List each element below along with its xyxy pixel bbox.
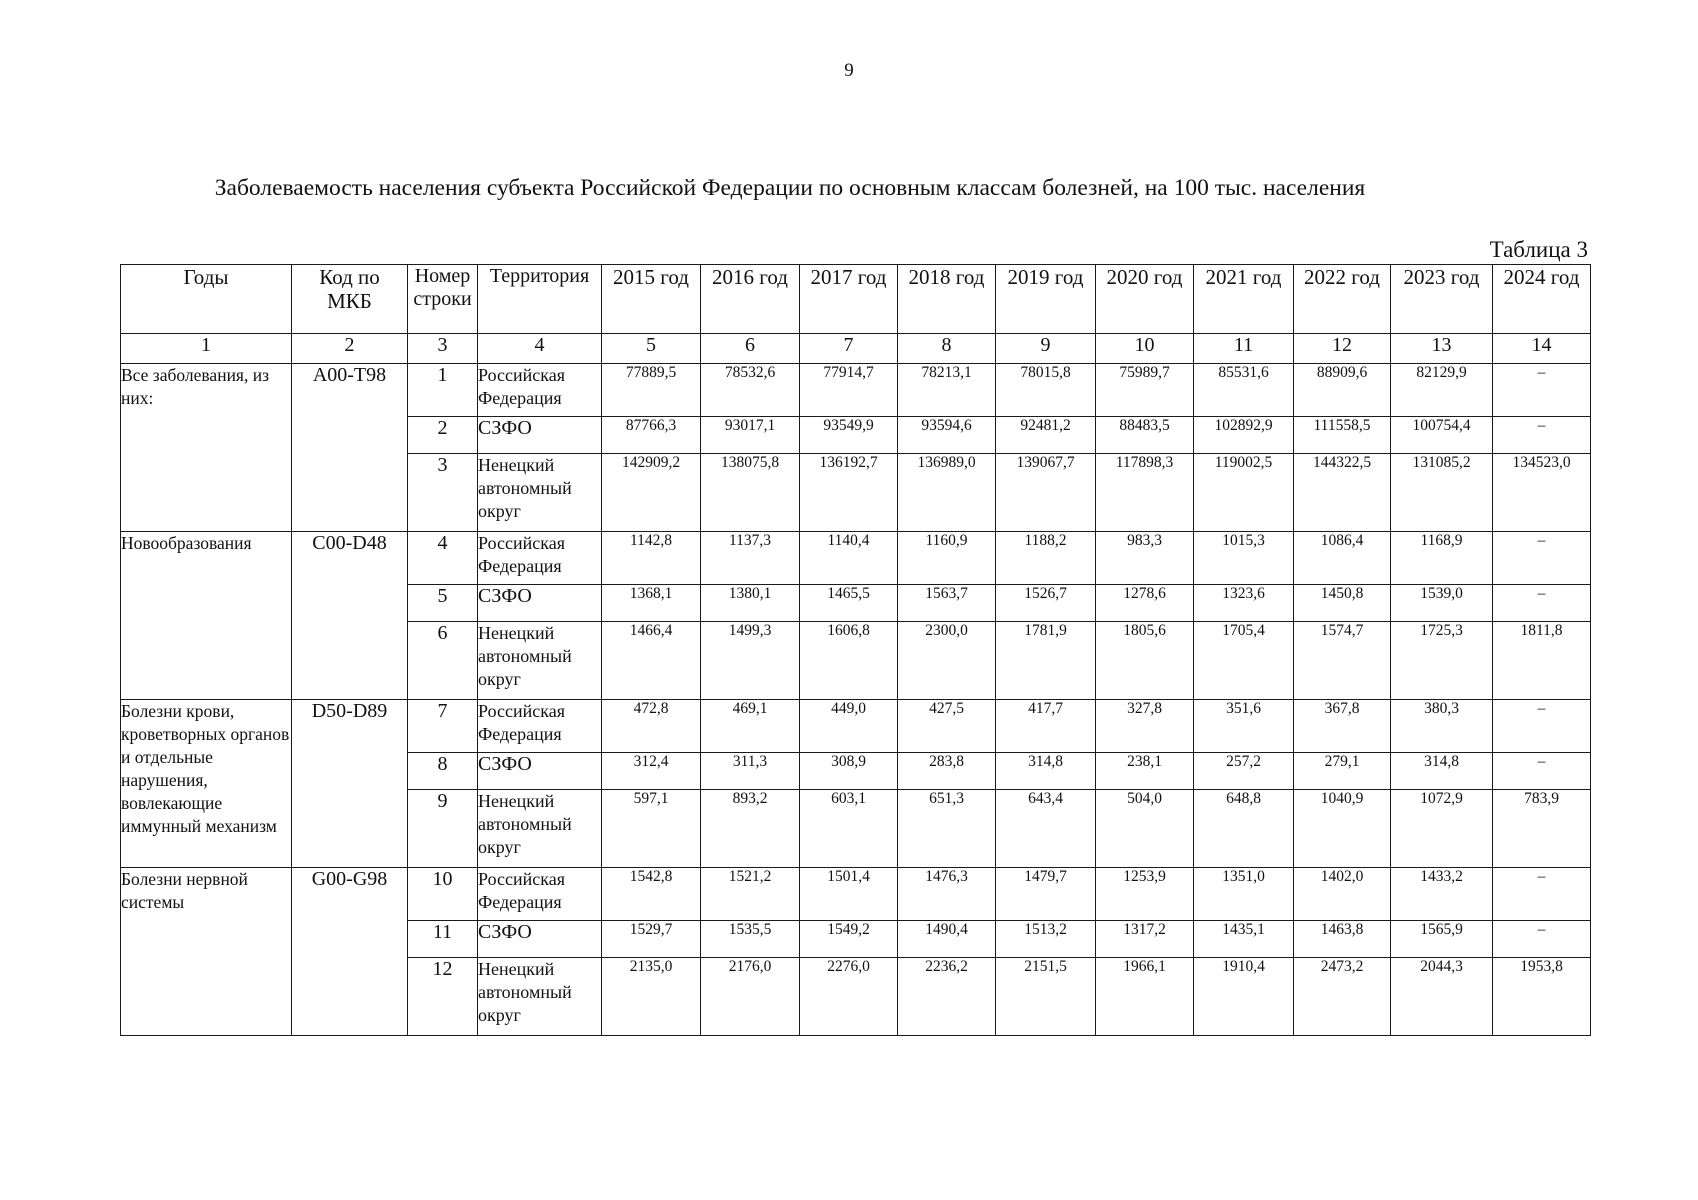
- row-number: 11: [408, 921, 478, 958]
- row-number: 7: [408, 700, 478, 753]
- value-cell: 380,3: [1391, 700, 1493, 753]
- territory-name: СЗФО: [478, 417, 602, 454]
- value-cell: –: [1493, 868, 1591, 921]
- header-year: 2016 год: [701, 265, 800, 334]
- value-cell: 314,8: [996, 753, 1096, 790]
- value-cell: 2176,0: [701, 958, 800, 1036]
- column-number: 1: [121, 334, 292, 364]
- value-cell: 1137,3: [701, 532, 800, 585]
- value-cell: 77889,5: [602, 364, 701, 417]
- value-cell: 648,8: [1194, 790, 1294, 868]
- value-cell: 1463,8: [1294, 921, 1391, 958]
- value-cell: 2151,5: [996, 958, 1096, 1036]
- header-year: 2024 год: [1493, 265, 1591, 334]
- morbidity-table: [120, 264, 1591, 1036]
- value-cell: 1072,9: [1391, 790, 1493, 868]
- value-cell: 75989,7: [1096, 364, 1194, 417]
- value-cell: 283,8: [898, 753, 996, 790]
- value-cell: 119002,5: [1194, 454, 1294, 532]
- header-icd-code: [292, 265, 408, 334]
- value-cell: 1499,3: [701, 622, 800, 700]
- value-cell: 92481,2: [996, 417, 1096, 454]
- value-cell: 783,9: [1493, 790, 1591, 868]
- value-cell: 1529,7: [602, 921, 701, 958]
- value-cell: 469,1: [701, 700, 800, 753]
- value-cell: 1140,4: [800, 532, 898, 585]
- row-number: 5: [408, 585, 478, 622]
- table-row: [121, 532, 1591, 585]
- value-cell: –: [1493, 364, 1591, 417]
- value-cell: 651,3: [898, 790, 996, 868]
- value-cell: 1435,1: [1194, 921, 1294, 958]
- value-cell: 1565,9: [1391, 921, 1493, 958]
- value-cell: 1368,1: [602, 585, 701, 622]
- value-cell: 136192,7: [800, 454, 898, 532]
- value-cell: 131085,2: [1391, 454, 1493, 532]
- header-year: 2015 год: [602, 265, 701, 334]
- row-number: 4: [408, 532, 478, 585]
- value-cell: 1549,2: [800, 921, 898, 958]
- value-cell: 78015,8: [996, 364, 1096, 417]
- value-cell: 308,9: [800, 753, 898, 790]
- territory-name: Российская Федерация: [478, 700, 602, 753]
- icd-code: C00-D48: [292, 532, 408, 700]
- column-number: 2: [292, 334, 408, 364]
- value-cell: 117898,3: [1096, 454, 1194, 532]
- territory-name: СЗФО: [478, 585, 602, 622]
- value-cell: 1563,7: [898, 585, 996, 622]
- column-number: 5: [602, 334, 701, 364]
- value-cell: 93549,9: [800, 417, 898, 454]
- value-cell: 351,6: [1194, 700, 1294, 753]
- value-cell: 1465,5: [800, 585, 898, 622]
- value-cell: –: [1493, 921, 1591, 958]
- value-cell: 78213,1: [898, 364, 996, 417]
- value-cell: 85531,6: [1194, 364, 1294, 417]
- value-cell: 314,8: [1391, 753, 1493, 790]
- value-cell: 102892,9: [1194, 417, 1294, 454]
- value-cell: 2044,3: [1391, 958, 1493, 1036]
- value-cell: 1433,2: [1391, 868, 1493, 921]
- value-cell: 449,0: [800, 700, 898, 753]
- value-cell: 1526,7: [996, 585, 1096, 622]
- value-cell: 1142,8: [602, 532, 701, 585]
- value-cell: 1015,3: [1194, 532, 1294, 585]
- column-number: 14: [1493, 334, 1591, 364]
- value-cell: 1966,1: [1096, 958, 1194, 1036]
- header-icd-code-line2: МКБ: [327, 289, 372, 313]
- value-cell: 77914,7: [800, 364, 898, 417]
- value-cell: 1953,8: [1493, 958, 1591, 1036]
- header-territory: Территория: [478, 265, 602, 334]
- value-cell: 893,2: [701, 790, 800, 868]
- value-cell: –: [1493, 417, 1591, 454]
- value-cell: 504,0: [1096, 790, 1194, 868]
- value-cell: 87766,3: [602, 417, 701, 454]
- value-cell: 327,8: [1096, 700, 1194, 753]
- value-cell: 1606,8: [800, 622, 898, 700]
- header-classes: Годы: [121, 265, 292, 334]
- row-number: 8: [408, 753, 478, 790]
- table-caption: Таблица 3: [1489, 237, 1588, 262]
- value-cell: 2300,0: [898, 622, 996, 700]
- disease-class-name: Болезни нервной системы: [121, 868, 292, 1036]
- column-numbers-row: [121, 334, 1591, 364]
- table-body: [121, 364, 1591, 1036]
- row-number: 12: [408, 958, 478, 1036]
- territory-name: Ненецкий автономный округ: [478, 622, 602, 700]
- value-cell: 417,7: [996, 700, 1096, 753]
- icd-code: G00-G98: [292, 868, 408, 1036]
- value-cell: 78532,6: [701, 364, 800, 417]
- territory-name: Ненецкий автономный округ: [478, 790, 602, 868]
- value-cell: 138075,8: [701, 454, 800, 532]
- value-cell: 238,1: [1096, 753, 1194, 790]
- header-icd-code-line1: Код по: [319, 265, 380, 289]
- value-cell: 88483,5: [1096, 417, 1194, 454]
- value-cell: 139067,7: [996, 454, 1096, 532]
- header-row-number-line1: Номер: [414, 265, 471, 287]
- row-number: 10: [408, 868, 478, 921]
- column-number: 6: [701, 334, 800, 364]
- row-number: 6: [408, 622, 478, 700]
- value-cell: –: [1493, 532, 1591, 585]
- column-number: 7: [800, 334, 898, 364]
- disease-class-name: Все заболевания, из них:: [121, 364, 292, 532]
- header-row-number: [408, 265, 478, 334]
- value-cell: 1278,6: [1096, 585, 1194, 622]
- row-number: 1: [408, 364, 478, 417]
- value-cell: 1253,9: [1096, 868, 1194, 921]
- value-cell: 144322,5: [1294, 454, 1391, 532]
- disease-class-name: Новообразования: [121, 532, 292, 700]
- value-cell: 111558,5: [1294, 417, 1391, 454]
- value-cell: 312,4: [602, 753, 701, 790]
- value-cell: 93017,1: [701, 417, 800, 454]
- header-row-number-line2: строки: [413, 288, 472, 310]
- value-cell: 136989,0: [898, 454, 996, 532]
- value-cell: 1188,2: [996, 532, 1096, 585]
- territory-name: Ненецкий автономный округ: [478, 454, 602, 532]
- column-number: 12: [1294, 334, 1391, 364]
- value-cell: 1466,4: [602, 622, 701, 700]
- header-year: 2017 год: [800, 265, 898, 334]
- territory-name: СЗФО: [478, 753, 602, 790]
- header-year: 2018 год: [898, 265, 996, 334]
- value-cell: 1450,8: [1294, 585, 1391, 622]
- value-cell: 1811,8: [1493, 622, 1591, 700]
- value-cell: 597,1: [602, 790, 701, 868]
- value-cell: 1513,2: [996, 921, 1096, 958]
- table-row: [121, 700, 1591, 753]
- value-cell: 134523,0: [1493, 454, 1591, 532]
- header-year: 2019 год: [996, 265, 1096, 334]
- value-cell: 427,5: [898, 700, 996, 753]
- value-cell: 2276,0: [800, 958, 898, 1036]
- column-number: 3: [408, 334, 478, 364]
- column-number: 10: [1096, 334, 1194, 364]
- territory-name: Ненецкий автономный округ: [478, 958, 602, 1036]
- header-year: 2020 год: [1096, 265, 1194, 334]
- column-number: 4: [478, 334, 602, 364]
- value-cell: 142909,2: [602, 454, 701, 532]
- header-row: [121, 265, 1591, 334]
- value-cell: 82129,9: [1391, 364, 1493, 417]
- territory-name: Российская Федерация: [478, 364, 602, 417]
- value-cell: 472,8: [602, 700, 701, 753]
- value-cell: 100754,4: [1391, 417, 1493, 454]
- table-row: [121, 868, 1591, 921]
- value-cell: 1501,4: [800, 868, 898, 921]
- value-cell: 1574,7: [1294, 622, 1391, 700]
- column-number: 9: [996, 334, 1096, 364]
- value-cell: 2473,2: [1294, 958, 1391, 1036]
- disease-class-name: Болезни крови, кроветворных органов и отдельные нарушения, вовлекающие иммунный механизм: [121, 700, 292, 868]
- value-cell: 88909,6: [1294, 364, 1391, 417]
- row-number: 9: [408, 790, 478, 868]
- territory-name: Российская Федерация: [478, 868, 602, 921]
- value-cell: 2135,0: [602, 958, 701, 1036]
- value-cell: 1317,2: [1096, 921, 1194, 958]
- value-cell: 1725,3: [1391, 622, 1493, 700]
- value-cell: 1351,0: [1194, 868, 1294, 921]
- header-year: 2021 год: [1194, 265, 1294, 334]
- header-year: 2023 год: [1391, 265, 1493, 334]
- value-cell: 1380,1: [701, 585, 800, 622]
- value-cell: 1910,4: [1194, 958, 1294, 1036]
- value-cell: 1705,4: [1194, 622, 1294, 700]
- value-cell: 2236,2: [898, 958, 996, 1036]
- value-cell: 367,8: [1294, 700, 1391, 753]
- row-number: 2: [408, 417, 478, 454]
- value-cell: –: [1493, 585, 1591, 622]
- value-cell: 1781,9: [996, 622, 1096, 700]
- value-cell: 1490,4: [898, 921, 996, 958]
- value-cell: 1535,5: [701, 921, 800, 958]
- value-cell: 1086,4: [1294, 532, 1391, 585]
- value-cell: 257,2: [1194, 753, 1294, 790]
- header-year: 2022 год: [1294, 265, 1391, 334]
- value-cell: 1542,8: [602, 868, 701, 921]
- territory-name: СЗФО: [478, 921, 602, 958]
- value-cell: 1323,6: [1194, 585, 1294, 622]
- icd-code: A00-T98: [292, 364, 408, 532]
- value-cell: 983,3: [1096, 532, 1194, 585]
- row-number: 3: [408, 454, 478, 532]
- page-number: 9: [844, 60, 854, 81]
- column-number: 8: [898, 334, 996, 364]
- value-cell: 1521,2: [701, 868, 800, 921]
- value-cell: –: [1493, 753, 1591, 790]
- value-cell: 603,1: [800, 790, 898, 868]
- value-cell: 1805,6: [1096, 622, 1194, 700]
- value-cell: 1040,9: [1294, 790, 1391, 868]
- value-cell: 1479,7: [996, 868, 1096, 921]
- value-cell: 1402,0: [1294, 868, 1391, 921]
- value-cell: 93594,6: [898, 417, 996, 454]
- column-number: 11: [1194, 334, 1294, 364]
- value-cell: 1476,3: [898, 868, 996, 921]
- column-number: 13: [1391, 334, 1493, 364]
- table-row: [121, 364, 1591, 417]
- value-cell: –: [1493, 700, 1591, 753]
- icd-code: D50-D89: [292, 700, 408, 868]
- value-cell: 279,1: [1294, 753, 1391, 790]
- value-cell: 1168,9: [1391, 532, 1493, 585]
- value-cell: 1160,9: [898, 532, 996, 585]
- value-cell: 1539,0: [1391, 585, 1493, 622]
- value-cell: 311,3: [701, 753, 800, 790]
- territory-name: Российская Федерация: [478, 532, 602, 585]
- document-title: Заболеваемость населения субъекта Российской Федерации по основным классам болезней, на 100 тыс. населения: [214, 175, 1366, 201]
- value-cell: 643,4: [996, 790, 1096, 868]
